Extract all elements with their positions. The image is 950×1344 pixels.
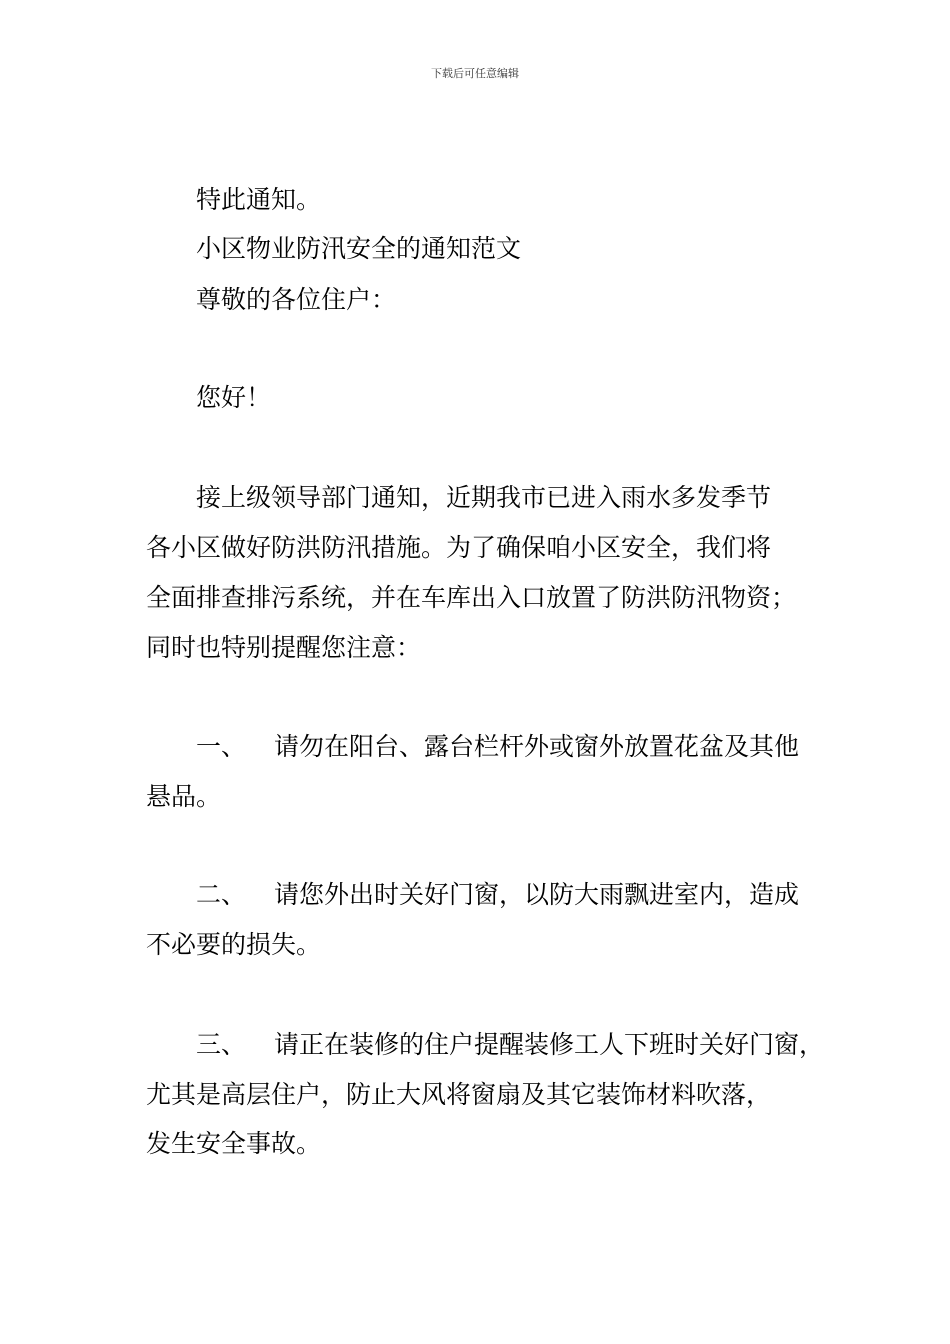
list-item-continuation: 发生安全事故。	[146, 1129, 322, 1158]
body-paragraph-line: 同时也特别提醒您注意：	[146, 633, 422, 662]
list-item-2	[196, 882, 799, 907]
list-item-1	[196, 734, 799, 759]
greeting: 您好！	[196, 383, 272, 412]
list-item-continuation: 悬品。	[146, 782, 222, 811]
closing-line: 特此通知。	[196, 185, 322, 214]
body-paragraph-line: 全面排查排污系统，并在车库出入口放置了防洪防汛物资；	[146, 583, 797, 612]
notice-title: 小区物业防汛安全的通知范文	[196, 234, 522, 263]
body-paragraph-line: 接上级领导部门通知，近期我市已进入雨水多发季节	[196, 483, 772, 512]
list-item-continuation: 尤其是高层住户，防止大风将窗扇及其它装饰材料吹落，	[146, 1080, 772, 1109]
list-item-continuation: 不必要的损失。	[146, 930, 322, 959]
list-text: 请您外出时关好门窗，以防大雨飘进室内，造成	[274, 880, 800, 909]
page-header: 下载后可任意编辑	[431, 67, 519, 80]
body-paragraph-line: 各小区做好防洪防汛措施。为了确保咱小区安全，我们将	[146, 533, 772, 562]
list-item-3	[196, 1032, 824, 1057]
list-number: 一、	[196, 732, 247, 761]
list-number: 三、	[196, 1030, 247, 1059]
salutation: 尊敬的各位住户：	[196, 285, 397, 314]
list-text: 请勿在阳台、露台栏杆外或窗外放置花盆及其他	[274, 732, 800, 761]
list-number: 二、	[196, 880, 247, 909]
list-text: 请正在装修的住户提醒装修工人下班时关好门窗，	[274, 1030, 825, 1059]
